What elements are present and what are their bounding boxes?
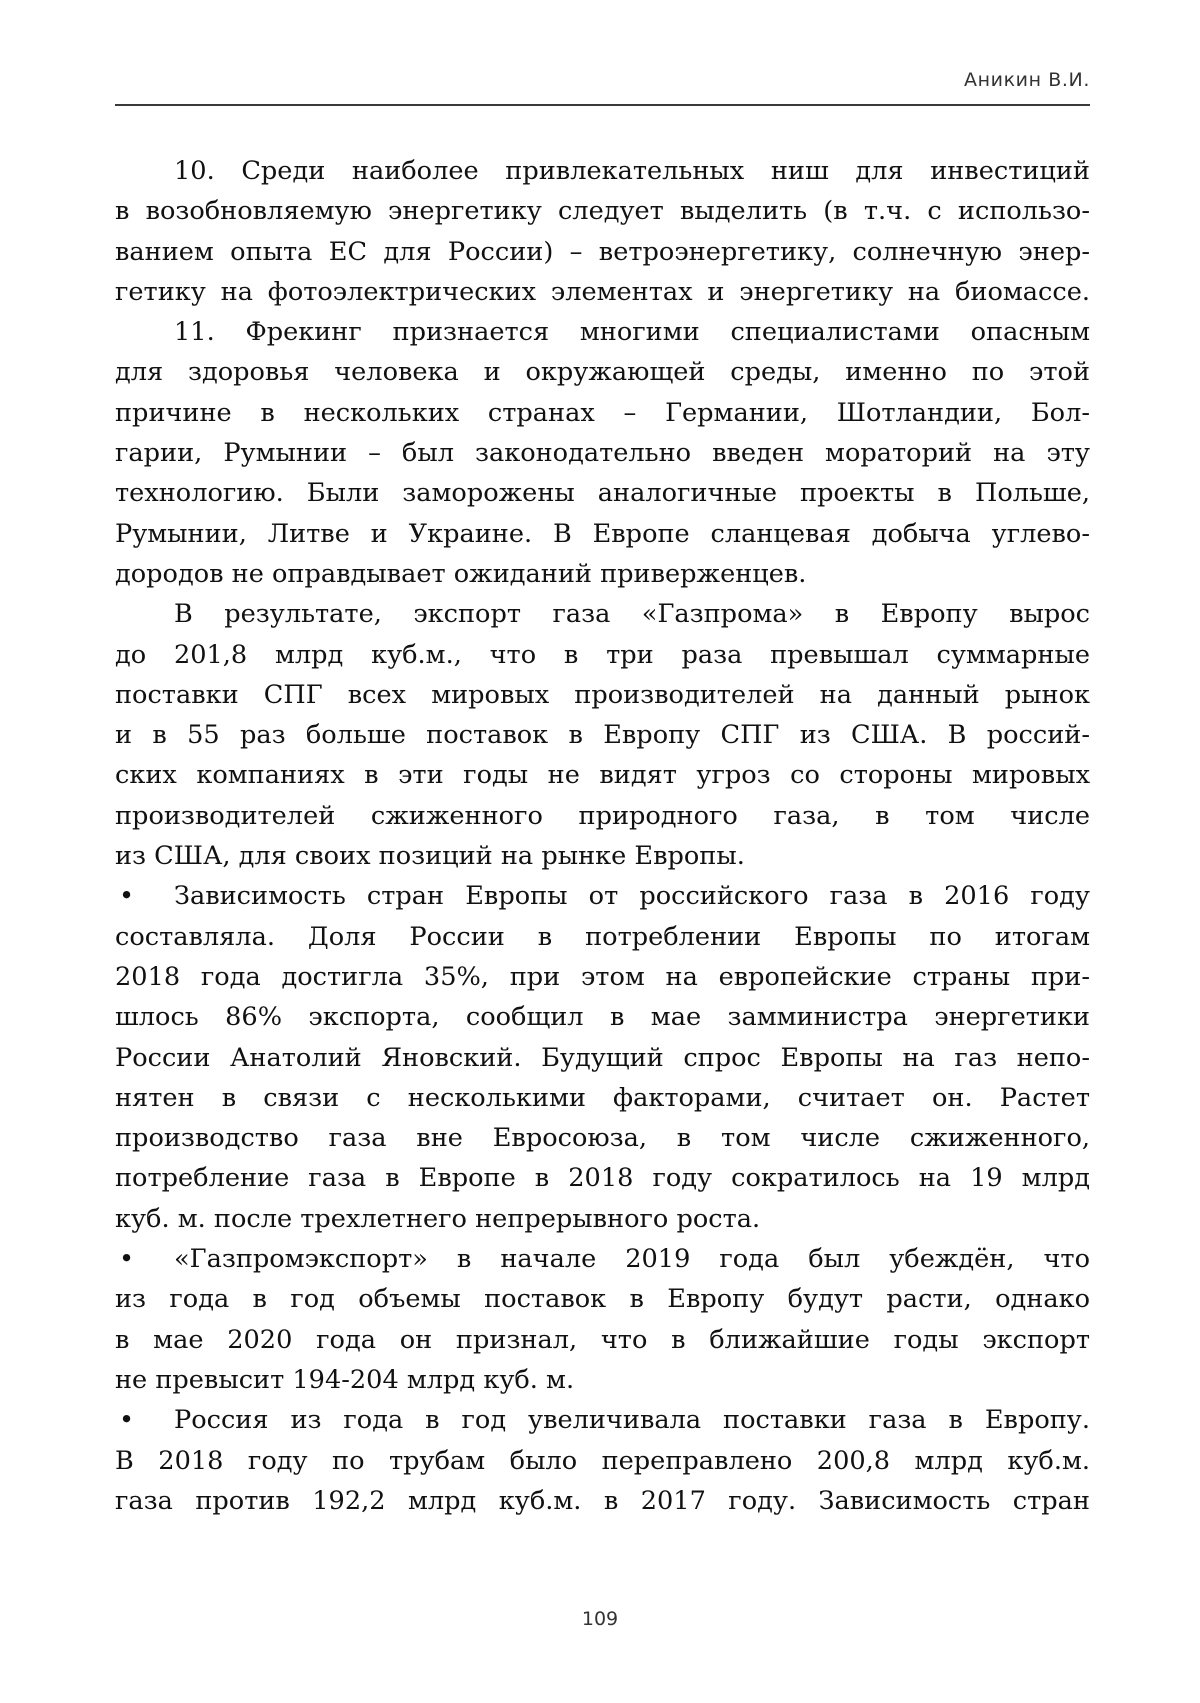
text-line: Зависимость стран Европы от российского газа в 2016 году: [174, 881, 1090, 912]
running-header: [115, 66, 1090, 106]
bullet-marker: •: [119, 1405, 135, 1436]
bullet-item: [115, 876, 1090, 1239]
text-line: гарии, Румынии – был законодательно введен мораторий на эту: [115, 438, 1090, 469]
bullet-item: [115, 1400, 1090, 1521]
text-line: технологию. Были заморожены аналогичные проекты в Польше,: [115, 478, 1090, 509]
text-line: производителей сжиженного природного газа, в том числе: [115, 800, 1090, 831]
text-line: и в 55 раз больше поставок в Европу СПГ из США. В россий-: [115, 720, 1090, 751]
text-line: производство газа вне Евросоюза, в том числе сжиженного,: [115, 1123, 1090, 1154]
body-text: [115, 151, 1090, 1521]
page-number: 109: [581, 1608, 619, 1630]
text-line: до 201,8 млрд куб.м., что в три раза превышал суммарные: [115, 639, 1090, 670]
text-line: дородов не оправдывает ожиданий приверженцев.: [115, 558, 807, 589]
bullet-first-line: [115, 1400, 1090, 1440]
text-line: причине в нескольких странах – Германии, Шотландии, Бол-: [115, 397, 1090, 428]
text-line: Румынии, Литве и Украине. В Европе сланцевая добыча углево-: [115, 518, 1090, 549]
text-line: 10. Среди наиболее привлекательных ниш для инвестиций: [174, 156, 1090, 186]
text-line: 11. Фрекинг признается многими специалистами опасным: [174, 317, 1090, 348]
text-line: ванием опыта ЕС для России) – ветроэнергетику, солнечную энер-: [115, 236, 1090, 267]
bullet-first-line: [115, 1239, 1090, 1279]
paragraph-10: [115, 151, 1090, 312]
text-line: В 2018 году по трубам было переправлено 200,8 млрд куб.м.: [115, 1445, 1090, 1476]
text-line: в возобновляемую энергетику следует выделить (в т.ч. с использо-: [115, 196, 1090, 227]
text-line: из США, для своих позиций на рынке Европы.: [115, 841, 745, 872]
text-line: В результате, экспорт газа «Газпрома» в Европу вырос: [174, 599, 1090, 630]
text-line: для здоровья человека и окружающей среды, именно по этой: [115, 357, 1090, 388]
text-line: шлось 86% экспорта, сообщил в мае замминистра энергетики: [115, 1002, 1090, 1033]
text-line: России Анатолий Яновский. Будущий спрос Европы на газ непо-: [115, 1042, 1090, 1073]
bullet-marker: •: [119, 881, 135, 912]
paragraph-11: [115, 312, 1090, 594]
text-line: в мае 2020 года он признал, что в ближайшие годы экспорт: [115, 1324, 1090, 1355]
text-line: газа против 192,2 млрд куб.м. в 2017 году. Зависимость стран: [115, 1485, 1090, 1516]
text-line: «Газпромэкспорт» в начале 2019 года был убеждён, что: [174, 1244, 1090, 1275]
text-line: потребление газа в Европе в 2018 году сократилось на 19 млрд: [115, 1163, 1090, 1194]
text-line: нятен в связи с несколькими факторами, считает он. Растет: [115, 1082, 1090, 1113]
text-line: составляла. Доля России в потреблении Европы по итогам: [115, 921, 1090, 952]
text-line: 2018 года достигла 35%, при этом на европейские страны при-: [115, 961, 1090, 992]
text-line: не превысит 194-204 млрд куб. м.: [115, 1364, 575, 1395]
bullet-first-line: [115, 876, 1090, 916]
bullet-marker: •: [119, 1244, 135, 1275]
header-author: Аникин В.И.: [964, 69, 1090, 91]
text-line: гетику на фотоэлектрических элементах и энергетику на биомассе.: [115, 276, 1090, 307]
text-line: из года в год объемы поставок в Европу будут расти, однако: [115, 1284, 1090, 1315]
text-line: поставки СПГ всех мировых производителей на данный рынок: [115, 679, 1090, 710]
text-line: Россия из года в год увеличивала поставки газа в Европу.: [174, 1405, 1090, 1436]
text-line: куб. м. после трехлетнего непрерывного роста.: [115, 1203, 761, 1234]
bullet-item: [115, 1239, 1090, 1400]
text-line: ских компаниях в эти годы не видят угроз со стороны мировых: [115, 760, 1090, 791]
paragraph-result: [115, 594, 1090, 876]
